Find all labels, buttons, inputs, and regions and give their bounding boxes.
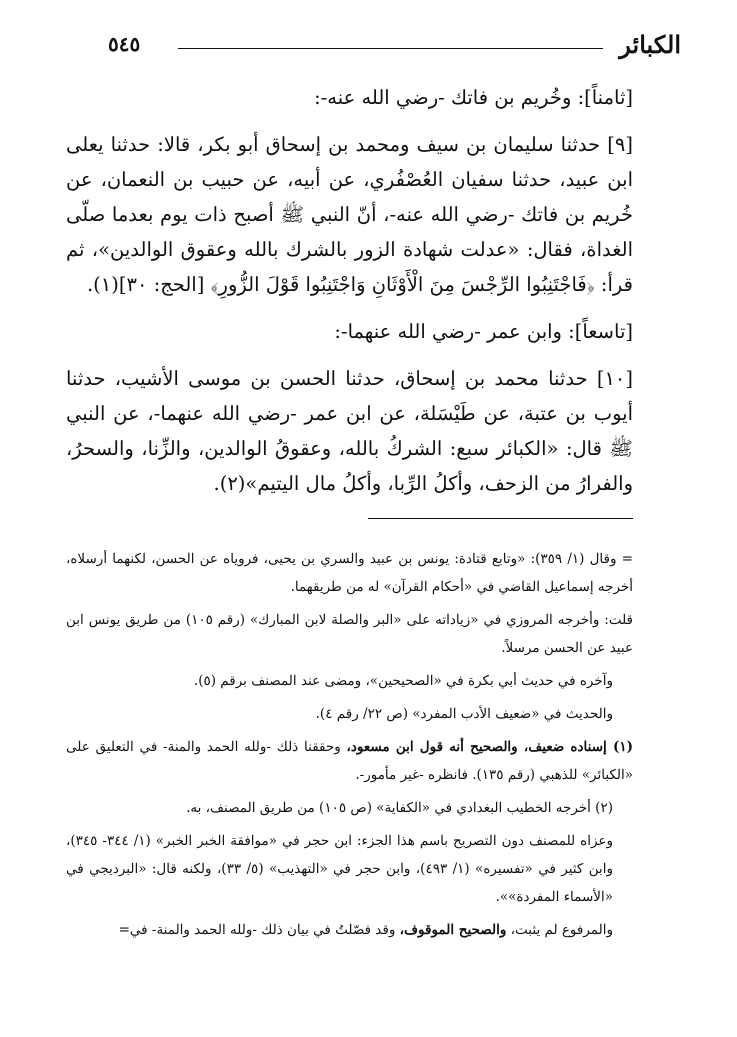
main-text xyxy=(66,80,633,501)
running-title: الكبائر xyxy=(619,30,681,59)
footnote-paragraph: والحديث في «ضعيف الأدب المفرد» (ص ٢٢/ رقم ٤). xyxy=(315,706,613,722)
hadith-10: [١٠] حدثنا محمد بن إسحاق، حدثنا الحسن بن موسى الأشيب، حدثنا أيوب بن عتبة، عن طَيْسَلة، عن ابن عمر -رضي الله عنهما-، عن النبي ﷺ قال: «الكبائر سبع: الشركُ بالله، وعقوقُ الوالدين، والزِّنا، والسحرُ، والفرارُ من الزحف، وأكلُ الرِّبا، وأكلُ مال اليتيم»(٢). xyxy=(66,367,633,495)
footnote-2: (٢) أخرجه الخطيب البغدادي في «الكفاية» (ص ١٠٥) من طريق المصنف، به. xyxy=(186,800,613,816)
footnote-continuation: = وقال (١/ ٣٥٩): «وتابع قتادة: يونس بن عبيد والسري بن يحيى، فروياه عن الحسن، لكنهما أرسلاه، أخرجه إسماعيل القاضي في «أحكام القرآن» له من طريقهما. xyxy=(66,551,633,595)
footnote-1-text: وحققنا ذلك -ولله الحمد والمنة- في التعليق على «الكبائر» للذهبي (رقم ١٣٥). فانظره -غير مأمور-. xyxy=(66,739,633,783)
page-header xyxy=(108,30,681,62)
footnote-paragraph xyxy=(66,916,633,944)
footnote-paragraph: وآخره في حديث أبي بكرة في «الصحيحين»، ومضى عند المصنف برقم (٥). xyxy=(193,673,613,689)
header-rule xyxy=(178,48,603,49)
footnote-text: والمرفوع لم يثبت، xyxy=(506,922,613,938)
section-heading-8: [ثامناً]: وخُريم بن فاتك -رضي الله عنه-: xyxy=(314,86,633,109)
footnote-text: وقد فصّلتُ في بيان ذلك -ولله الحمد والمنة- في= xyxy=(118,922,400,938)
footnote-1-verdict: (١) إسناده ضعيف، والصحيح أنه قول ابن مسعود، xyxy=(346,739,633,755)
footnote-paragraph: وعزاه للمصنف دون التصريح باسم هذا الجزء: ابن حجر في «موافقة الخبر الخبر» (١/ ٣٤٤- ٣٤٥)، وابن كثير في «تفسيره» (١/ ٤٩٣)، وابن حجر في «التهذيب» (٥/ ٣٣)، ولكنه قال: «البرديجي في «الأسماء المفردة»». xyxy=(66,833,613,905)
hadith-9: [٩] حدثنا سليمان بن سيف ومحمد بن إسحاق أبو بكر، قالا: حدثنا يعلى ابن عبيد، حدثنا سفيان العُصْفُري، عن أبيه، عن حبيب بن النعمان، عن خُريم بن فاتك -رضي الله عنه-، أنّ النبي ﷺ أصبح ذات يوم بعدما صلّى الغداة، فقال: «عدلت شهادة الزور بالشرك بالله وعقوق الوالدين»، ثم قرأ: ﴿فَاجْتَنِبُوا الرِّجْسَ مِنَ الْأَوْثَانِ وَاجْتَنِبُوا قَوْلَ الزُّورِ﴾ [الحج: ٣٠](١). xyxy=(66,133,633,296)
footnote-separator xyxy=(368,518,633,519)
footnote-paragraph: قلت: وأخرجه المروزي في «زياداته على «البر والصلة لابن المبارك» (رقم ١٠٥) من طريق يونس ابن عبيد عن الحسن مرسلاً. xyxy=(66,612,633,656)
section-heading-9: [تاسعاً]: وابن عمر -رضي الله عنهما-: xyxy=(334,320,633,343)
page-number: ٥٤٥ xyxy=(108,32,141,56)
footnotes xyxy=(66,545,633,949)
footnote-1 xyxy=(66,733,633,789)
footnote-bold: والصحيح الموقوف، xyxy=(399,922,507,938)
